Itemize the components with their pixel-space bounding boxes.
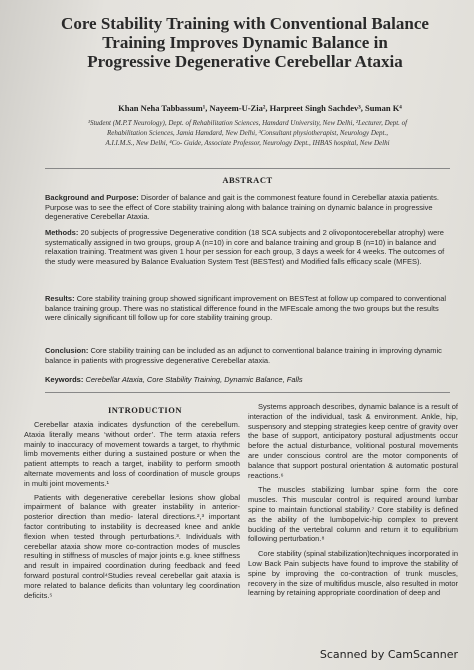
left-column [24,420,240,600]
intro-paragraph-2: Patients with degenerative cerebellar lesions show global impairment of balance with greater instability in anterior- posterior direction than medio- lateral directions.²,³ important factor contributing to instability is decreased knee and ankle flexion when tested through perturbations.³. Individuals with cerebellar ataxia show more co-contraction modes of muscles resulting in stiffness of muscles of major joints e.g. knee stiffness and result in impaired coordination during feedback and feed forward postural control⁴Studies reveal cerebellar gait ataxia is more related to balance deficits than voluntary leg coordination deficits.⁵ [24,492,240,600]
intro-paragraph-1: Cerebellar ataxia indicates dysfunction of the cerebellum. Ataxia literally means ‘without order’. The term ataxia refers mainly to inaccuracy of movement towards a target, to rhythmic limb movements either during a sustained posture or when the patient attempts to reach a target, inability to perform smooth alternate movements and loss of coordination of muscle groups in multi joint movements.¹ [24,420,240,488]
background-text: Disorder of balance and gait is the commonest feature found in Cerebellar ataxia patients. Purpose was to see the effect of Core stability training along with balance training on dynamic balance in progressive degenerative Cerebellar Ataxia. [45,193,439,222]
affiliation-line-2: Rehabilitation Sciences, Jamia Hamdard, New Delhi, ³Consultant physiotherapist, Neurology Dept., [107,129,388,137]
title-line-1: Core Stability Training with Conventional Balance [61,14,429,33]
abstract-methods [45,228,450,266]
article-title [40,14,450,71]
conclusion-label: Conclusion: [45,346,89,355]
abstract-heading: ABSTRACT [222,175,273,185]
results-label: Results: [45,294,75,303]
background-label: Background and Purpose: [45,193,139,202]
intro-paragraph-5: Core stability (spinal stabilization)techniques incorporated in Low Back Pain subjects have found to improve the stability of spine by improving the co-contraction of trunk muscles, recovery in the size of multifidus muscle, also resulted in motor learning by retaining appropriate coordination of deep and [248,549,458,598]
right-column [248,402,458,598]
conclusion-text: Core stability training can be included as an adjunct to conventional balance training in improving dynamic balance in patients with progressive degenerative Cerebellar ataxia. [45,346,442,365]
author-list: Khan Neha Tabbassum¹, Nayeem-U-Zia², Harpreet Singh Sachdev³, Suman K⁴ [118,103,402,113]
divider-top [45,168,450,169]
title-line-3: Progressive Degenerative Cerebellar Ataxia [87,52,403,71]
keywords-label: Keywords: [45,375,84,384]
results-text: Core stability training group showed significant improvement on BESTest at follow up compared to conventional balance training group. There was no statistical difference found in the MFEscale among the two groups but the results were clinically significant till follow up for core stability training group. [45,294,447,323]
abstract-conclusion [45,346,450,365]
divider-bottom [45,392,450,393]
title-line-2: Training Improves Dynamic Balance in [102,33,388,52]
scanner-watermark: Scanned by CamScanner [319,648,458,661]
abstract-background [45,193,450,222]
affiliation-line-3: A.I.I.M.S., New Delhi, ⁴Co- Guide, Associate Professor, Neurology Dept., IHBAS hospital, New Delhi [105,139,390,147]
introduction-heading: INTRODUCTION [107,405,182,415]
affiliation-line-1: ¹Student (M.P.T Neurology), Dept. of Rehabilitation Sciences, Hamdard University, New Delhi, ²Lecturer, Dept. of [87,119,408,127]
keywords [45,375,450,384]
intro-paragraph-3: Systems approach describes, dynamic balance is a result of interaction of the individual, task & environment. Ankle, hip, suspensory and stepping strategies keep centre of gravity over the base of support, anticipatory postural adjustments occur before the actual disturbance, volitional postural movements are under conscious control are the motor components of balance that support postural orientation & automatic postural reactions.⁶ [248,402,458,480]
methods-text: 20 subjects of progressive Degenerative condition (18 SCA subjects and 2 olivopontocerebellar atrophy) were systematically assigned in two groups, group A (n=10) in core and balance training and group B (n=10) in balance and relaxation training. Treatment was given 1 hour per session for each group, 3 days a week for 4 weeks. The outcomes of the study were measured by Balance Evaluation System Test (BESTest) and Modified falls efficacy scale (MFES). [45,228,445,266]
intro-paragraph-4: The muscles stabilizing lumbar spine form the core muscles. This muscular control is required around lumbar spine to maintain functional stability.⁷ Core stability is defined as the ability of the lumbopelvic-hip complex to prevent buckling of the vertebral column and return it to equilibrium following perturbation.⁸ [248,485,458,544]
keywords-text: Cerebellar Ataxia, Core Stability Training, Dynamic Balance, Falls [85,375,303,384]
methods-label: Methods: [45,228,79,237]
abstract-results [45,294,450,323]
affiliations [45,118,450,148]
